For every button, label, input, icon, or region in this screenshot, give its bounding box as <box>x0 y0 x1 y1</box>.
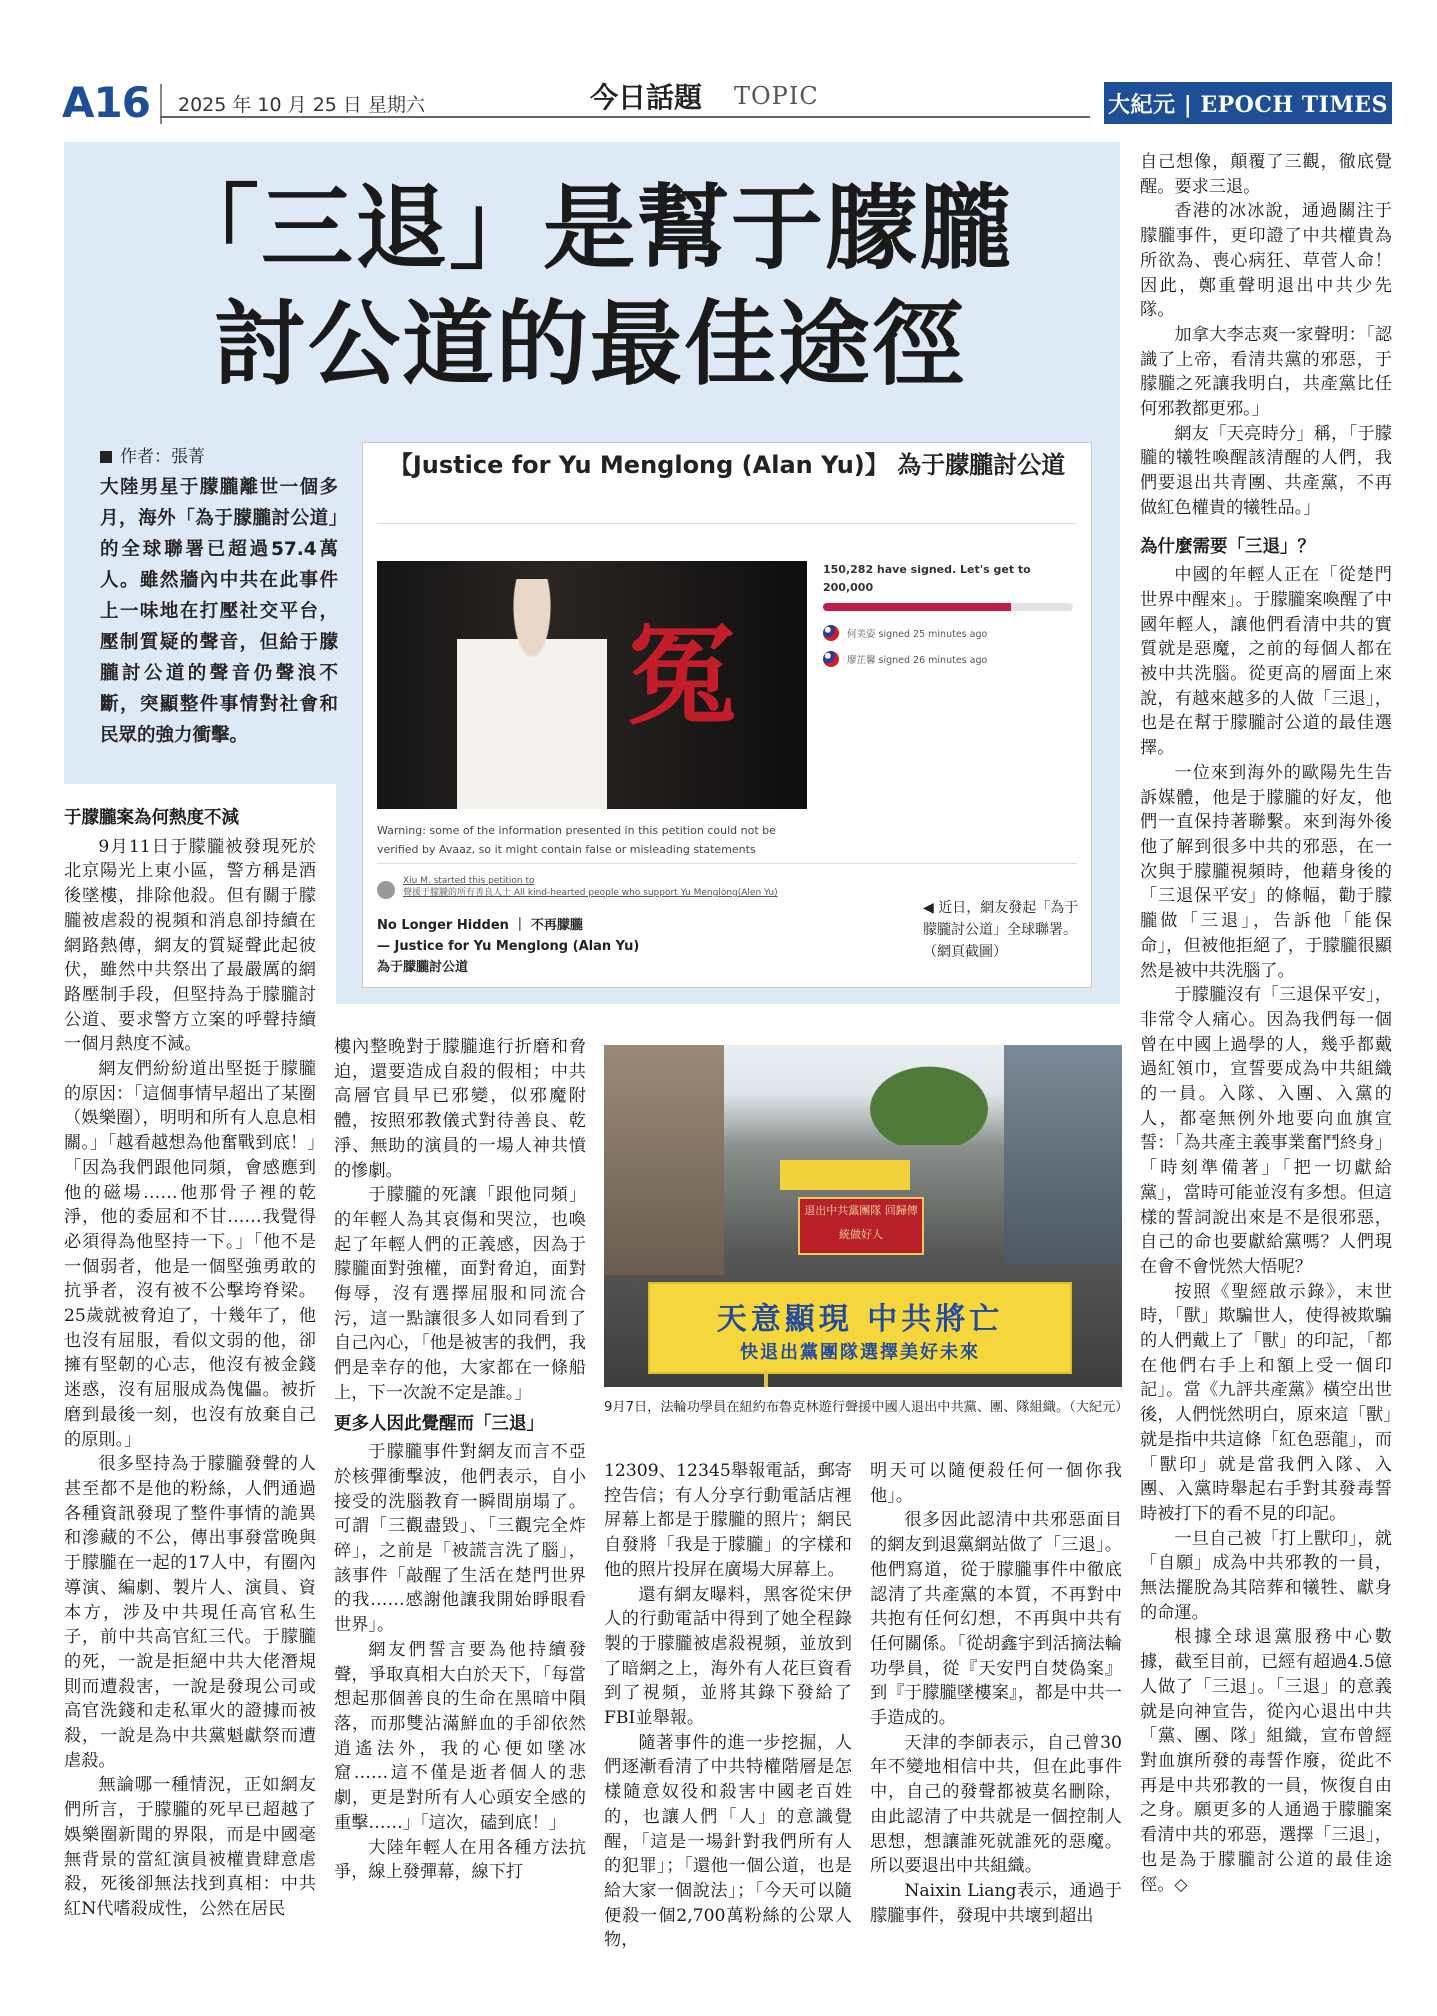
footer-line: — Justice for Yu Menglong (Alan Yu) <box>377 939 640 954</box>
photo-caption: 9月7日，法輪功學員在紐約布魯克林遊行聲援中國人退出中共黨、團、隊組織。（大紀元） <box>604 1400 1129 1415</box>
road-marking <box>764 1370 768 1387</box>
signature-progress-fill <box>823 603 1011 611</box>
paragraph: 9月11日于朦朧被發現死於北京陽光上東小區，警方稱是酒後墜樓，排除他殺。但有關于朦朧被虐殺的視頻和消息卻持續在網路熱傳，網友的質疑聲此起彼伏，雖然中共祭出了最嚴厲的網路壓制手段，但堅持為于朦朧討公道、要求警方立案的呼聲持續一個月熱度不減。 <box>64 836 316 1055</box>
paragraph: 12309、12345舉報電話，郵寄控告信；有人分享行動電話店裡屏幕上都是于朦朧的照片；網民自發將「我是于朦朧」的字樣和他的照片投屏在廣場大屏幕上。 <box>604 1461 852 1580</box>
petition-divider <box>377 523 1077 524</box>
petition-footer <box>377 915 777 978</box>
paragraph: 于朦朧沒有「三退保平安」，非常令人痛心。因為我們每一個曾在中國上過學的人，幾乎都戴過紅領巾，宣誓要成為中共組織的一員。入隊、入團、入黨的人，都毫無例外地要向血旗宣誓：「為共產主義事業奮鬥終身」「時刻準備著」「把一切獻給黨」，當時可能並沒有多想。但這樣的誓詞說出來是不是很邪惡，自己的命也要獻給黨嗎？人們現在會不會恍然大悟呢？ <box>1140 985 1392 1277</box>
flag-icon <box>823 625 839 641</box>
parade-photo <box>604 1045 1122 1387</box>
signer-row <box>823 651 1073 667</box>
building <box>604 1045 724 1275</box>
signer-text: 何美姿 signed 25 minutes ago <box>847 629 988 640</box>
header-divider <box>160 84 162 124</box>
actor-figure <box>457 579 607 809</box>
paragraph: 網友們紛紛道出堅挺于朦朧的原因：「這個事情早超出了某圈（娛樂圈），明明和所有人息息相關。」「越看越想為他奮戰到底！」「因為我們跟他同頻，會感應到他的磁場……他那骨子裡的乾淨，他的委屈和不甘……我覺得必須得為他堅持一下。」「他不是一個弱者，他是一個堅強勇敢的抗爭者，沒有被不公擊垮脊梁。25歲就被脅迫了，十幾年了，他也沒有屈服，看似文弱的他，卻擁有堅韌的心志，他沒有被金錢迷惑，沒有屈服成為傀儡。被折磨到最後一刻，也沒有放棄自己的原則。」 <box>64 1059 316 1450</box>
column-1 <box>64 800 316 1922</box>
section-title-en: TOPIC <box>734 82 819 110</box>
paragraph: 一位來到海外的歐陽先生告訴媒體，他是于朦朧的好友，他們一直保持著聯繫。來到海外後他了解到很多中共的邪惡，在一次與于朦朧視頻時，他藉身後的「三退保平安」的條幅，勸于朦朧做「三退」，告訴他「能保命」，但被他拒絕了，于朦朧很顯然是被中共洗腦了。 <box>1140 762 1392 981</box>
paragraph: 根據全球退黨服務中心數據，截至目前，已經有超過4.5億人做了「三退」。「三退」的意義就是向神宣告，從內心退出中共「黨、團、隊」組織，宣布曾經對血旗所發的毒誓作廢，從此不再是中共邪教的一員，恢復自由之身。願更多的人通過于朦朧案看清中共的邪惡，選擇「三退」，也是為于朦朧討公道的最佳途徑。◇ <box>1140 1627 1392 1895</box>
paragraph: 于朦朧的死讓「跟他同頻」的年輕人為其哀傷和哭泣，也喚起了年輕人們的正義感，因為于朦朧面對強權，面對脅迫，面對侮辱，沒有選擇屈服和同流合污，這一點讓很多人如同看到了自己內心，「他是被害的我們，我們是幸存的他，大家都在一條船上，下一次說不定是誰。」 <box>334 1185 586 1403</box>
paragraph: 自己想像，顛覆了三觀，徹底覺醒。要求三退。 <box>1140 152 1392 197</box>
lede-paragraph: 大陸男星于朦朧離世一個多月，海外「為于朦朧討公道」的全球聯署已超過57.4萬人。雖然牆內中共在此事件上一味地在打壓社交平台，壓制質疑的聲音，但給于朦朧討公道的聲音仍聲浪不斷，突顯整件事情對社會和民眾的強力衝擊。 <box>100 477 338 746</box>
header-rule <box>160 116 1090 118</box>
headline-line-1: 「三退」是幫于朦朧 <box>166 174 1013 282</box>
page-number: A16 <box>62 78 150 127</box>
banner-sub-text: 快退出黨團隊選擇美好未來 <box>740 1342 980 1363</box>
subheading: 于朦朧案為何熱度不減 <box>64 808 239 828</box>
paragraph: 天津的李師表示，自己曾30年不變地相信中共，但在此事件中，自己的發聲都被莫名刪除，由此認清了中共就是一個控制人思想，想讓誰死就誰死的惡魔。所以要退出中共組織。 <box>870 1732 1122 1877</box>
petition-divider <box>377 863 1077 864</box>
byline-square-icon <box>100 451 112 463</box>
avatar <box>377 881 395 899</box>
petition-title: 【Justice for Yu Menglong (Alan Yu)】 為于朦朧討公道 <box>388 451 1066 479</box>
column-2 <box>334 1035 586 1885</box>
petition-starter <box>403 875 803 899</box>
paragraph: 還有網友曝料，黑客從宋伊人的行動電話中得到了她全程錄製的于朦朧被虐殺視頻，並放到了暗網之上，海外有人花巨資看到了視頻，並將其錄下發給了FBI並舉報。 <box>604 1584 852 1729</box>
brand-logo: 大紀元 | EPOCH TIMES <box>1104 82 1392 124</box>
petition-photo <box>377 561 807 809</box>
tree <box>854 1055 1004 1145</box>
author-name: 作者：張菁 <box>120 447 205 467</box>
paragraph: Naixin Liang表示，通過于朦朧事件，發現中共壞到超出 <box>870 1880 1122 1926</box>
paragraph: 中國的年輕人正在「從楚門世界中醒來」。于朦朧案喚醒了中國年輕人，讓他們看清中共的實質就是惡魔，之前的每個人都在被中共洗腦。從更高的層面上來說，有越來越多的人做「三退」，也是在幫于朦朧討公道的最佳選擇。 <box>1140 565 1392 759</box>
flag-icon <box>823 651 839 667</box>
section-title: 今日話題 <box>590 81 703 114</box>
petition-warning: Warning: some of the information presented in this petition could not be verified by Avaaz, so it might contain false or misleading statements <box>377 824 776 856</box>
paragraph: 很多堅持為于朦朧發聲的人甚至都不是他的粉絲，人們通過各種資訊發現了整件事情的詭異和滲藏的不公，傳出事發當晚與于朦朧在一起的17人中，有圈內導演、編劇、製片人、演員、資本方，涉及中共現任高官私生子，前中共高官紅三代。于朦朧的死，一說是拒絕中共大佬潛規則而遭殺害，一說是發現公司或高官洗錢和走私軍火的證據而被殺，一說是為中共黨魁獻祭而遭虐殺。 <box>64 1454 316 1771</box>
footer-line: 為于朦朧討公道 <box>377 960 469 975</box>
paragraph: 網友們誓言要為他持續發聲，爭取真相大白於天下，「每當想起那個善良的生命在黑暗中隕落，而那雙沾滿鮮血的手卻依然逍遙法外，我的心便如墜冰窟……這不僅是逝者個人的悲劇，更是對所有人心頭安全感的重擊……」「這次，磕到底！」 <box>334 1639 586 1833</box>
paragraph: 于朦朧事件對網友而言不亞於核彈衝擊波，他們表示，自小接受的洗腦教育一瞬間崩塌了。可謂「三觀盡毀」、「三觀完全炸碎」，之前是「被謊言洗了腦」，該事件「敲醒了生活在楚門世界的我……感謝他讓我開始睜眼看世界」。 <box>334 1442 586 1636</box>
paragraph: 明天可以隨便殺任何一個你我他」。 <box>870 1461 1122 1506</box>
paragraph: 很多因此認清中共邪惡面目的網友到退黨網站做了「三退」。他們寫道，從于朦朧事件中徹底認清了共產黨的本質，不再對中共抱有任何幻想，不再與中共有任何關係。「從胡鑫宇到活摘法輪功學員，從『天安門自焚偽案』到『于朦朧墜樓案』，都是中共一手造成的。 <box>870 1510 1122 1729</box>
petition-screenshot <box>362 442 1092 988</box>
starter-line: Xiu M. started this petition to <box>403 876 535 886</box>
petition-caption: ◀ 近日，網友發起「為于朦朧討公道」全球聯署。（網頁截圖） <box>923 900 1079 960</box>
column-5 <box>1140 150 1392 1897</box>
paragraph: 按照《聖經啟示錄》，末世時，「獸」欺騙世人，使得被欺騙的人們戴上了「獸」的印記，「都在他們右手上和額上受一個印記」。當《九評共產黨》橫空出世後，人們恍然明白，原來這「獸」就是指中共這條「紅色惡龍」，而「獸印」就是當我們入隊、入團、入黨時舉起右手對其發毒誓時被打下的看不見的印記。 <box>1140 1281 1392 1524</box>
paragraph: 網友「天亮時分」稱，「于朦朧的犧牲喚醒該清醒的人們，我們要退出共青團、共產黨，不再做紅色權貴的犧牲品。」 <box>1140 423 1392 518</box>
paragraph: 大陸年輕人在用各種方法抗爭，線上發彈幕，線下打 <box>334 1837 586 1883</box>
issue-date: 2025 年 10 月 25 日 星期六 <box>178 94 425 116</box>
subheading: 更多人因此覺醒而「三退」 <box>334 1413 544 1434</box>
signature-count: 150,282 have signed. Let's get to 200,000 <box>823 563 1031 594</box>
signer-text: 廖芷馨 signed 26 minutes ago <box>847 655 988 666</box>
starter-line: 聲援于朦朧的所有善良人士 All kind-hearted people who support Yu Menglong(Alen Yu) <box>403 888 778 898</box>
paragraph: 樓內整晚對于朦朧進行折磨和脅迫，還要造成自殺的假相；中共高層官員早已邪變，似邪魔附體，按照邪教儀式對待善良、乾淨、無助的演員的一場人神共憤的慘劇。 <box>334 1037 586 1181</box>
signature-progress-bar <box>823 603 1073 611</box>
distant-banner <box>780 1160 910 1190</box>
column-3 <box>604 1459 852 1953</box>
banner-main-text: 天意顯現 中共將亡 <box>716 1302 1004 1337</box>
red-banner: 退出中共黨團隊 回歸傳統做好人 <box>798 1197 924 1255</box>
headline-line-2: 討公道的最佳途徑 <box>213 290 966 398</box>
signer-row <box>823 625 1073 641</box>
column-4 <box>870 1459 1122 1928</box>
paragraph: 無論哪一種情況，正如網友們所言，于朦朧的死早已超越了娛樂圈新聞的界限，而是中國毫無背景的當紅演員被權貴肆意虐殺，死後卻無法找到真相：中共紅N代嗜殺成性，公然在居民 <box>64 1775 316 1919</box>
building <box>1004 1045 1122 1265</box>
paragraph: 加拿大李志爽一家聲明：「認識了上帝，看清共黨的邪惡，于朦朧之死讓我明白，共產黨比任何邪教都更邪。」 <box>1140 324 1392 420</box>
paragraph: 一旦自己被「打上獸印」，就「自願」成為中共邪教的一員，無法擺脫為其陪葬和犧牲、獻身的命運。 <box>1140 1528 1392 1623</box>
subheading: 為什麼需要「三退」？ <box>1140 536 1315 557</box>
paragraph: 香港的冰冰說，通過關注于朦朧事件，更印證了中共權貴為所欲為、喪心病狂、草菅人命！因此，鄭重聲明退出中共少先隊。 <box>1140 201 1392 321</box>
byline <box>100 442 205 467</box>
paragraph: 隨著事件的進一步挖掘，人們逐漸看清了中共特權階層是怎樣隨意奴役和殺害中國老百姓的，也讓人們「人」的意識覺醒，「這是一場針對我們所有人的犯罪」；「還他一個公道，也是給大家一個說法」；「今天可以隨便殺一個2,700萬粉絲的公眾人物， <box>604 1732 852 1951</box>
footer-line: No Longer Hidden ｜ 不再朦朧 <box>377 918 583 933</box>
yellow-banner <box>648 1282 1072 1374</box>
headline <box>90 170 1090 402</box>
petition-calligraphy: 冤 <box>627 611 737 740</box>
